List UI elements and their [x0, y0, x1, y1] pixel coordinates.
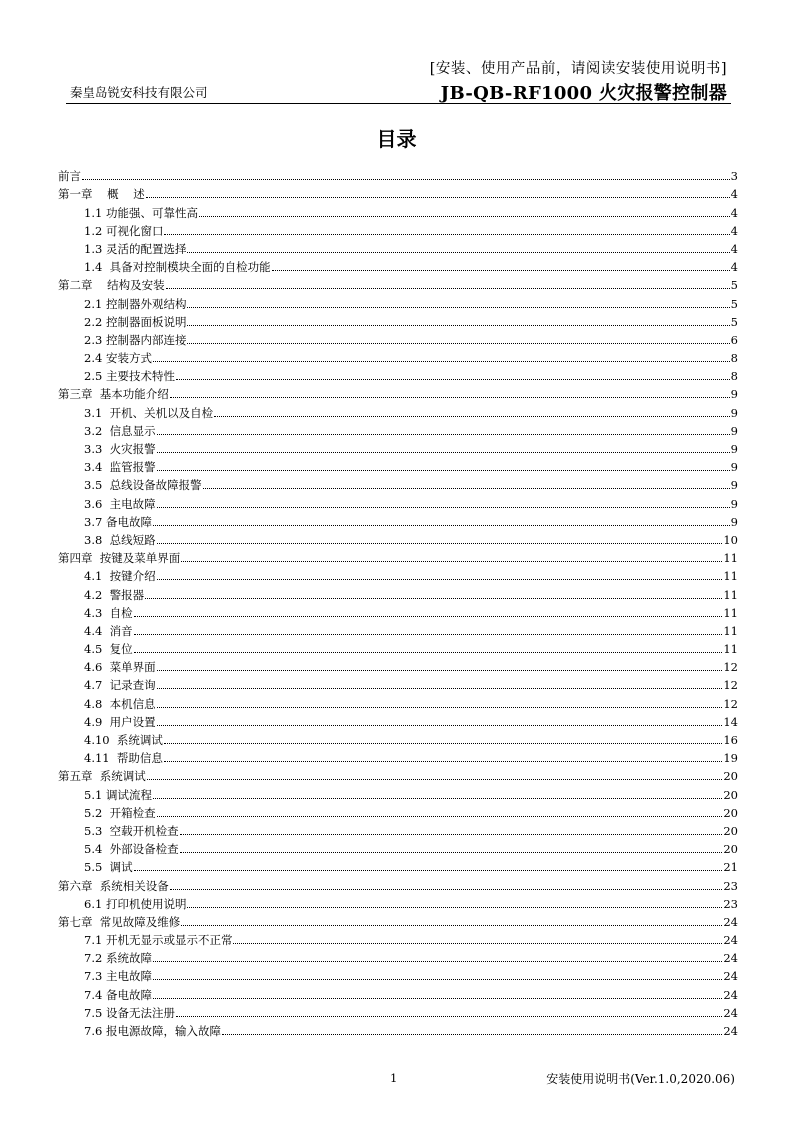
toc-section-entry[interactable]	[58, 692, 738, 710]
toc-section-entry[interactable]	[58, 602, 738, 620]
toc-entry-title: 第二章 结构及安装	[58, 278, 165, 293]
toc-entry-page: 8	[730, 351, 738, 366]
toc-chapter-entry[interactable]	[58, 765, 738, 783]
toc-dot-leader	[153, 960, 722, 962]
toc-chapter-entry[interactable]	[58, 911, 738, 929]
toc-entry-page: 6	[730, 332, 738, 347]
toc-dot-leader	[181, 924, 722, 926]
toc-entry-title: 4.3 自检	[84, 605, 133, 620]
toc-entry-title: 3.2 信息显示	[84, 423, 156, 438]
toc-dot-leader	[147, 778, 723, 780]
toc-entry-title: 4.9 用户设置	[84, 714, 156, 729]
header-divider	[66, 103, 731, 104]
toc-entry-page: 20	[723, 823, 738, 838]
toc-dot-leader	[153, 797, 722, 799]
toc-section-entry[interactable]	[58, 965, 738, 983]
toc-entry-page: 8	[730, 369, 738, 384]
toc-chapter-entry[interactable]	[58, 383, 738, 401]
toc-entry-title: 4.6 菜单界面	[84, 660, 156, 675]
toc-entry-title: 4.1 按键介绍	[84, 569, 156, 584]
toc-section-entry[interactable]	[58, 401, 738, 419]
toc-dot-leader	[203, 487, 730, 489]
toc-entry-page: 20	[723, 842, 738, 857]
toc-dot-leader	[176, 1015, 722, 1017]
toc-entry-title: 第一章 概 述	[58, 187, 145, 202]
toc-section-entry[interactable]	[58, 201, 738, 219]
toc-section-entry[interactable]	[58, 565, 738, 583]
toc-section-entry[interactable]	[58, 856, 738, 874]
toc-dot-leader	[187, 906, 722, 908]
toc-entry-title: 4.7 记录查询	[84, 678, 156, 693]
toc-dot-leader	[233, 942, 722, 944]
toc-entry-page: 5	[730, 278, 738, 293]
toc-chapter-entry[interactable]	[58, 547, 738, 565]
toc-entry-page: 24	[723, 969, 738, 984]
header-note: [安装、使用产品前，请阅读安装使用说明书]	[429, 61, 727, 77]
toc-dot-leader	[157, 469, 730, 471]
toc-entry-title: 第三章 基本功能介绍	[58, 387, 169, 402]
toc-entry-title: 2.4 安装方式	[84, 351, 152, 366]
toc-dot-leader	[214, 415, 730, 417]
toc-dot-leader	[170, 396, 730, 398]
toc-entry-page: 20	[723, 805, 738, 820]
toc-entry-page: 11	[723, 642, 738, 657]
toc-dot-leader	[187, 342, 729, 344]
toc-section-entry[interactable]	[58, 929, 738, 947]
toc-entry-page: 4	[730, 187, 738, 202]
toc-section-entry[interactable]	[58, 802, 738, 820]
toc-dot-leader	[157, 724, 723, 726]
toc-entry-page: 4	[730, 260, 738, 275]
toc-entry-page: 24	[723, 987, 738, 1002]
toc-section-entry[interactable]	[58, 365, 738, 383]
toc-chapter-entry[interactable]	[58, 165, 738, 183]
toc-dot-leader	[157, 542, 723, 544]
table-of-contents	[58, 165, 738, 1038]
toc-entry-page: 23	[723, 878, 738, 893]
toc-entry-title: 4.10 系统调试	[84, 733, 163, 747]
toc-dot-leader	[153, 360, 730, 362]
toc-entry-page: 11	[723, 569, 738, 584]
toc-entry-page: 9	[730, 405, 738, 420]
toc-section-entry[interactable]	[58, 1002, 738, 1020]
company-name: 秦皇岛锐安科技有限公司	[70, 85, 208, 100]
toc-dot-leader	[157, 669, 723, 671]
toc-entry-title: 3.8 总线短路	[84, 532, 156, 547]
toc-entry-title: 第六章 系统相关设备	[58, 878, 169, 893]
toc-section-entry[interactable]	[58, 456, 738, 474]
toc-section-entry[interactable]	[58, 420, 738, 438]
toc-entry-title: 3.5 总线设备故障报警	[84, 478, 202, 493]
toc-dot-leader	[180, 833, 723, 835]
toc-dot-leader	[199, 215, 730, 217]
toc-entry-title: 前言	[58, 169, 81, 184]
toc-entry-title: 4.4 消音	[84, 623, 133, 638]
toc-section-entry[interactable]	[58, 747, 738, 765]
toc-section-entry[interactable]	[58, 438, 738, 456]
toc-entry-title: 4.8 本机信息	[84, 696, 156, 711]
toc-section-entry[interactable]	[58, 638, 738, 656]
toc-dot-leader	[222, 1033, 722, 1035]
toc-entry-page: 9	[730, 478, 738, 493]
toc-section-entry[interactable]	[58, 1020, 738, 1038]
toc-entry-page: 23	[723, 896, 738, 911]
toc-entry-page: 10	[723, 532, 738, 547]
toc-dot-leader	[145, 597, 722, 599]
toc-dot-leader	[272, 269, 730, 271]
toc-dot-leader	[157, 687, 723, 689]
toc-dot-leader	[166, 287, 730, 289]
toc-entry-page: 24	[723, 1024, 738, 1038]
toc-entry-title: 7.5 设备无法注册	[84, 1005, 175, 1020]
toc-entry-page: 9	[730, 460, 738, 475]
toc-dot-leader	[157, 815, 723, 817]
toc-entry-page: 24	[723, 1005, 738, 1020]
toc-entry-title: 5.2 开箱检查	[84, 805, 156, 820]
toc-entry-page: 12	[723, 678, 738, 693]
toc-dot-leader	[153, 978, 722, 980]
toc-entry-title: 3.7 备电故障	[84, 514, 152, 529]
toc-entry-page: 24	[723, 933, 738, 948]
toc-dot-leader	[134, 615, 723, 617]
toc-entry-page: 20	[723, 787, 738, 802]
toc-entry-title: 2.2 控制器面板说明	[84, 314, 187, 329]
toc-entry-page: 12	[723, 696, 738, 711]
toc-entry-title: 2.3 控制器内部连接	[84, 332, 187, 347]
toc-entry-page: 4	[730, 241, 738, 256]
toc-section-entry[interactable]	[58, 583, 738, 601]
toc-entry-title: 3.1 开机、关机以及自检	[84, 405, 214, 420]
toc-entry-page: 4	[730, 205, 738, 220]
toc-entry-title: 2.1 控制器外观结构	[84, 296, 187, 311]
toc-entry-title: 1.1 功能强、可靠性高	[84, 205, 198, 220]
toc-section-entry[interactable]	[58, 256, 738, 274]
product-title: JB-QB-RF1000 火灾报警控制器	[440, 83, 727, 104]
toc-section-entry[interactable]	[58, 729, 738, 747]
toc-dot-leader	[176, 378, 730, 380]
toc-entry-title: 第五章 系统调试	[58, 769, 146, 784]
toc-chapter-entry[interactable]	[58, 274, 738, 292]
toc-dot-leader	[180, 851, 723, 853]
footer-version: 安装使用说明书(Ver.1.0,2020.06)	[546, 1072, 735, 1086]
toc-dot-leader	[134, 869, 723, 871]
toc-entry-page: 16	[723, 733, 738, 747]
toc-section-entry[interactable]	[58, 220, 738, 238]
toc-entry-title: 2.5 主要技术特性	[84, 369, 175, 384]
toc-dot-leader	[187, 324, 729, 326]
page-number: 1	[390, 1071, 398, 1085]
toc-dot-leader	[157, 506, 730, 508]
toc-dot-leader	[181, 560, 722, 562]
toc-entry-title: 7.4 备电故障	[84, 987, 152, 1002]
toc-dot-leader	[134, 633, 723, 635]
toc-entry-title: 5.5 调试	[84, 860, 133, 875]
toc-entry-title: 1.3 灵活的配置选择	[84, 241, 187, 256]
toc-entry-page: 11	[723, 587, 738, 602]
toc-section-entry[interactable]	[58, 474, 738, 492]
toc-dot-leader	[157, 706, 723, 708]
toc-entry-page: 9	[730, 496, 738, 511]
toc-entry-title: 5.4 外部设备检查	[84, 842, 179, 857]
toc-title: 目录	[376, 127, 417, 151]
toc-section-entry[interactable]	[58, 311, 738, 329]
toc-entry-title: 第四章 按键及菜单界面	[58, 551, 181, 566]
toc-entry-title: 7.3 主电故障	[84, 969, 152, 984]
toc-entry-title: 5.3 空载开机检查	[84, 823, 179, 838]
toc-entry-page: 9	[730, 423, 738, 438]
toc-entry-page: 24	[723, 914, 738, 929]
toc-entry-page: 21	[723, 860, 738, 875]
toc-chapter-entry[interactable]	[58, 874, 738, 892]
toc-chapter-entry[interactable]	[58, 183, 738, 201]
toc-entry-title: 7.6 报电源故障，输入故障	[84, 1024, 221, 1038]
toc-dot-leader	[164, 233, 729, 235]
toc-entry-title: 3.6 主电故障	[84, 496, 156, 511]
toc-dot-leader	[157, 451, 730, 453]
toc-entry-page: 5	[730, 296, 738, 311]
toc-entry-title: 1.2 可视化窗口	[84, 223, 164, 238]
toc-dot-leader	[164, 742, 722, 744]
toc-dot-leader	[157, 578, 723, 580]
toc-entry-page: 3	[730, 169, 738, 184]
toc-entry-page: 11	[723, 605, 738, 620]
toc-section-entry[interactable]	[58, 347, 738, 365]
toc-section-entry[interactable]	[58, 329, 738, 347]
toc-dot-leader	[170, 888, 723, 890]
toc-dot-leader	[82, 178, 730, 180]
toc-section-entry[interactable]	[58, 620, 738, 638]
toc-section-entry[interactable]	[58, 529, 738, 547]
toc-dot-leader	[146, 196, 730, 198]
toc-dot-leader	[157, 433, 730, 435]
toc-entry-page: 9	[730, 387, 738, 402]
toc-entry-title: 第七章 常见故障及维修	[58, 914, 181, 929]
toc-entry-page: 14	[723, 714, 738, 729]
toc-entry-page: 4	[730, 223, 738, 238]
toc-section-entry[interactable]	[58, 511, 738, 529]
toc-entry-title: 7.1 开机无显示或显示不正常	[84, 933, 233, 948]
toc-entry-page: 24	[723, 951, 738, 966]
toc-section-entry[interactable]	[58, 838, 738, 856]
toc-entry-title: 4.2 警报器	[84, 587, 145, 602]
toc-section-entry[interactable]	[58, 674, 738, 692]
toc-entry-page: 11	[723, 623, 738, 638]
toc-section-entry[interactable]	[58, 820, 738, 838]
toc-entry-page: 5	[730, 314, 738, 329]
toc-section-entry[interactable]	[58, 783, 738, 801]
toc-entry-page: 12	[723, 660, 738, 675]
toc-entry-page: 20	[723, 769, 738, 784]
toc-dot-leader	[153, 524, 730, 526]
toc-section-entry[interactable]	[58, 947, 738, 965]
toc-entry-title: 4.11 帮助信息	[84, 751, 163, 766]
toc-dot-leader	[164, 760, 722, 762]
toc-entry-title: 7.2 系统故障	[84, 951, 152, 966]
toc-section-entry[interactable]	[58, 893, 738, 911]
toc-dot-leader	[187, 251, 729, 253]
toc-section-entry[interactable]	[58, 983, 738, 1001]
toc-section-entry[interactable]	[58, 711, 738, 729]
toc-entry-title: 5.1 调试流程	[84, 787, 152, 802]
toc-entry-title: 1.4 具备对控制模块全面的自检功能	[84, 260, 271, 275]
toc-entry-title: 3.3 火灾报警	[84, 442, 156, 456]
toc-section-entry[interactable]	[58, 292, 738, 310]
toc-entry-page: 11	[723, 551, 738, 566]
toc-entry-title: 3.4 监管报警	[84, 460, 156, 475]
toc-section-entry[interactable]	[58, 238, 738, 256]
toc-entry-title: 6.1 打印机使用说明	[84, 896, 187, 911]
toc-dot-leader	[153, 997, 722, 999]
toc-entry-page: 19	[723, 751, 738, 766]
toc-section-entry[interactable]	[58, 492, 738, 510]
toc-dot-leader	[187, 306, 729, 308]
toc-entry-page: 9	[730, 514, 738, 529]
toc-entry-title: 4.5 复位	[84, 642, 133, 657]
toc-section-entry[interactable]	[58, 656, 738, 674]
toc-dot-leader	[134, 651, 723, 653]
toc-entry-page: 9	[730, 442, 738, 456]
